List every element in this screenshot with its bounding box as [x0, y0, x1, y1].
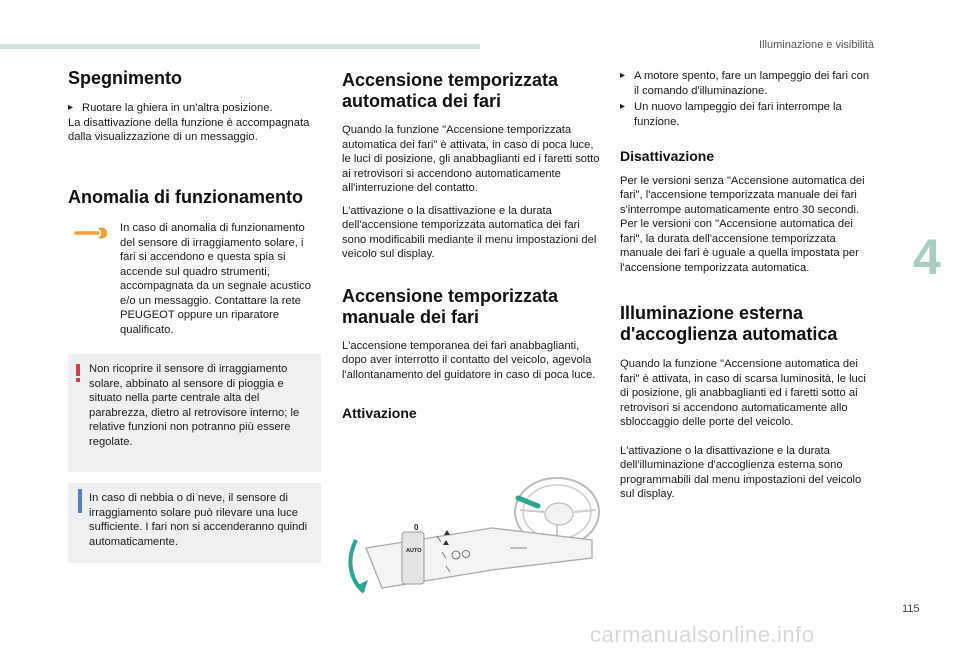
info-box [68, 483, 321, 563]
info-bar-icon [78, 489, 82, 513]
paragraph: L'attivazione o la disattivazione e la durata dell'accensione temporizzata automatica dei fari sono modificabili mediante il menu impostazioni del veicolo sul display. [342, 204, 597, 260]
bullet-item: ▸ Ruotare la ghiera in un'altra posizione. [68, 102, 273, 114]
heading-disattivazione: Disattivazione [620, 148, 715, 164]
heading-spegnimento: Spegnimento [68, 68, 183, 88]
bullet-arrow-icon: ▸ [620, 101, 626, 112]
paragraph: La disattivazione della funzione è accompagnata dalla visualizzazione di un messaggio. [68, 116, 310, 143]
page-number: 115 [902, 603, 920, 615]
header-accent-bar [0, 44, 480, 49]
bullet-arrow-icon: ▸ [620, 70, 626, 81]
heading-attivazione: Attivazione [342, 405, 417, 421]
stalk-label-zero: 0 [414, 523, 419, 532]
column-2 [342, 70, 604, 421]
heading-anomalia: Anomalia di funzionamento [68, 187, 304, 207]
paragraph: L'accensione temporanea dei fari anabbaglianti, dopo aver interrotto il contatto del veicolo, agevola l'allontanamento del guidatore in caso di poca luce. [342, 339, 596, 381]
heading-illuminazione-esterna: Illuminazione esterna d'accoglienza automatica [620, 303, 838, 344]
stalk-label-auto: AUTO [406, 548, 422, 554]
anomalia-text: In caso di anomalia di funzionamento del sensore di irraggiamento solare, i fari si accendono e questa spia si accende sul quadro strumenti, accompagnata da un segnale acustico e/o un messaggio. Contattare la rete PEUGEOT oppure un riparatore qualificato. [120, 222, 311, 336]
paragraph: Quando la funzione "Accensione temporizzata automatica dei fari" è attivata, in caso di poca luce, le luci di posizione, gli anabbaglianti ed i faretti sotto ai retrovisori si accendono automaticamente all'interruzione del contatto. [342, 124, 600, 194]
wrench-icon [74, 226, 110, 240]
info-text: In caso di nebbia o di neve, il sensore di irraggiamento solare può rilevare una luce sufficiente. I fari non si accenderanno quindi automaticamente. [89, 492, 308, 548]
warning-text: Non ricoprire il sensore di irraggiamento solare, abbinato al sensore di pioggia e situato nella parte centrale alta del parabrezza, dietro al retrovisore interno; le relative funzioni non potranno più essere regolate. [89, 363, 300, 448]
column-3 [620, 69, 874, 510]
chapter-number: 4 [913, 229, 941, 285]
warning-exclamation-icon [75, 364, 81, 382]
paragraph: L'attivazione o la disattivazione e la durata dell'illuminazione d'accoglienza esterna sono programmabili dal menu impostazioni del veicolo sul display. [620, 444, 862, 500]
paragraph: Quando la funzione "Accensione automatica dei fari" è attivata, in caso di scarsa luminosità, le luci di posizione, gli anabbaglianti ed i faretti sotto ai retrovisori si accendono automaticamente allo sbloccaggio delle porte del veicolo. [620, 358, 866, 428]
heading-accensione-manuale: Accensione temporizzata manuale dei fari [342, 285, 559, 327]
light-stalk-illustration [342, 470, 604, 605]
watermark: carmanualsonline.info [590, 622, 815, 647]
section-title: Illuminazione e visibilità [759, 39, 874, 51]
column-1 [68, 68, 326, 153]
bullet-item: ▸ Un nuovo lampeggio dei fari interrompe la funzione. [620, 101, 842, 128]
paragraph: Per le versioni senza "Accensione automatica dei fari", l'accensione temporizzata manuale dei fari s'interrompe automaticamente entro 30 secondi. Per le versioni con "Accensione automatica dei fari", la durata dell'accensione temporizzata manuale dei fari è uguale a quella impostata per l'accensione temporizzata automatica. [620, 174, 865, 274]
warning-box [68, 354, 321, 472]
bullet-item: ▸ A motore spento, fare un lampeggio dei fari con il comando d'illuminazione. [620, 70, 870, 97]
heading-accensione-automatica: Accensione temporizzata automatica dei fari [342, 70, 559, 111]
bullet-arrow-icon: ▸ [68, 102, 74, 113]
